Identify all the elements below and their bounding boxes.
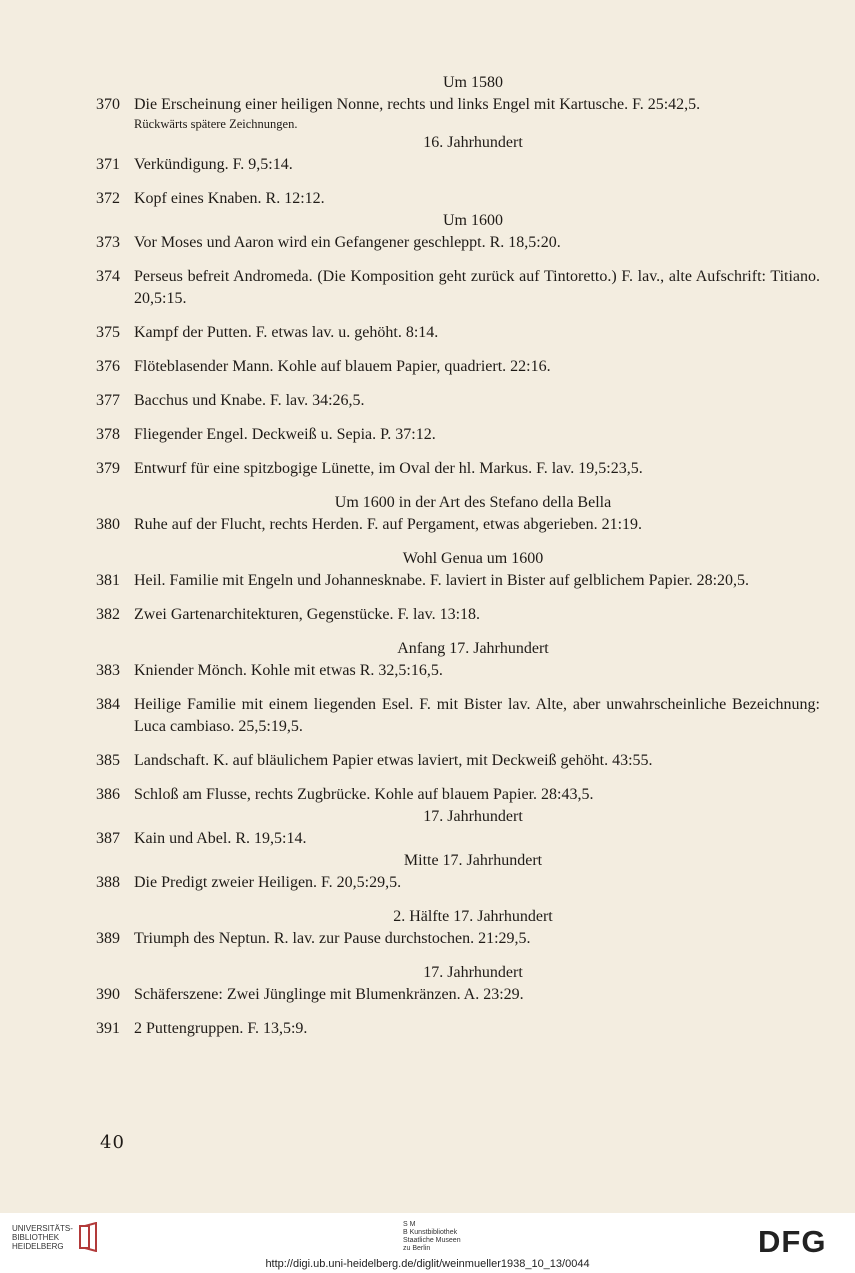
entry-text: Schloß am Flusse, rechts Zugbrücke. Kohle auf blauem Papier. 28:43,5. <box>134 786 594 803</box>
entry-text: Kniender Mönch. Kohle mit etwas R. 32,5:16,5. <box>134 662 443 679</box>
catalogue-entry <box>96 784 820 806</box>
entry-number: 373 <box>96 234 120 251</box>
catalogue-entry <box>96 390 820 412</box>
university-library-logo[interactable] <box>12 1222 97 1252</box>
entry-text: Perseus befreit Andromeda. (Die Komposition geht zurück auf Tintoretto.) F. lav., alte Aufschrift: Titiano. 20,5:15. <box>134 268 820 307</box>
entry-number: 379 <box>96 460 120 477</box>
entry-number: 389 <box>96 930 120 947</box>
page-number: 40 <box>100 1132 125 1153</box>
entry-text: Entwurf für eine spitzbogige Lünette, im Oval der hl. Markus. F. lav. 19,5:23,5. <box>134 460 643 477</box>
catalogue-entry <box>96 1018 820 1040</box>
catalogue-entry <box>96 928 820 950</box>
entry-number: 380 <box>96 516 120 533</box>
section-heading: Anfang 17. Jahrhundert <box>397 640 549 657</box>
entry-number: 372 <box>96 190 120 207</box>
catalogue-content <box>96 72 820 1040</box>
catalogue-entry <box>96 660 820 682</box>
entry-text: Ruhe auf der Flucht, rechts Herden. F. auf Pergament, etwas abgerieben. 21:19. <box>134 516 643 533</box>
entry-number: 376 <box>96 358 120 375</box>
entry-text: Bacchus und Knabe. F. lav. 34:26,5. <box>134 392 365 409</box>
entry-text: Kopf eines Knaben. R. 12:12. <box>134 190 325 207</box>
kunstbibliothek-logo[interactable] <box>403 1221 461 1253</box>
entry-text: Heilige Familie mit einem liegenden Esel. F. mit Bister lav. Alte, aber unwahrscheinliche Bezeichnung: Luca cambiaso. 25,5:19,5. <box>134 696 820 735</box>
section-heading: Um 1580 <box>443 74 503 91</box>
section-heading: 17. Jahrhundert <box>423 964 523 981</box>
entry-text: Landschaft. K. auf bläulichem Papier etwas laviert, mit Deckweiß gehöht. 43:55. <box>134 752 653 769</box>
catalogue-entry <box>96 694 820 738</box>
catalogue-entry <box>96 570 820 592</box>
entry-number: 386 <box>96 786 120 803</box>
entry-text: Kampf der Putten. F. etwas lav. u. gehöht. 8:14. <box>134 324 439 341</box>
entry-number: 378 <box>96 426 120 443</box>
catalogue-entry <box>96 266 820 310</box>
catalogue-entry <box>96 188 820 210</box>
catalogue-entry <box>96 232 820 254</box>
entry-number: 390 <box>96 986 120 1003</box>
catalogue-entry <box>96 604 820 626</box>
entry-number: 387 <box>96 830 120 847</box>
entry-text: Kain und Abel. R. 19,5:14. <box>134 830 307 847</box>
entry-number: 381 <box>96 572 120 589</box>
entry-text: 2 Puttengruppen. F. 13,5:9. <box>134 1020 308 1037</box>
entry-note: Rückwärts spätere Zeichnungen. <box>134 117 298 131</box>
logo-line: UNIVERSITÄTS- <box>12 1223 73 1233</box>
section-heading: 17. Jahrhundert <box>423 808 523 825</box>
entry-text: Schäferszene: Zwei Jünglinge mit Blumenkränzen. A. 23:29. <box>134 986 524 1003</box>
catalogue-entry <box>96 514 820 536</box>
entry-number: 385 <box>96 752 120 769</box>
logo-line: Staatliche Museen <box>403 1237 461 1244</box>
entry-text: Verkündigung. F. 9,5:14. <box>134 156 293 173</box>
entry-text: Flöteblasender Mann. Kohle auf blauem Papier, quadriert. 22:16. <box>134 358 551 375</box>
catalogue-entry <box>96 458 820 480</box>
section-heading: Mitte 17. Jahrhundert <box>403 852 543 869</box>
entry-number: 370 <box>96 96 120 113</box>
entry-text: Heil. Familie mit Engeln und Johannesknabe. F. laviert in Bister auf gelblichem Papier. 28:20,5. <box>134 572 750 589</box>
catalogue-entry <box>96 424 820 446</box>
section-heading: 16. Jahrhundert <box>423 134 523 151</box>
entry-text: Triumph des Neptun. R. lav. zur Pause durchstochen. 21:29,5. <box>134 930 531 947</box>
catalogue-entry <box>96 828 820 850</box>
logo-line: BIBLIOTHEK <box>12 1232 60 1242</box>
dfg-logo[interactable]: DFG <box>758 1224 827 1259</box>
entry-text: Die Predigt zweier Heiligen. F. 20,5:29,5. <box>134 874 402 891</box>
entry-number: 371 <box>96 156 120 173</box>
section-heading: Um 1600 in der Art des Stefano della Bella <box>334 494 612 511</box>
logo-line: zu Berlin <box>403 1245 431 1252</box>
university-seal-icon <box>79 1222 97 1252</box>
entry-number: 377 <box>96 392 120 409</box>
entry-text: Zwei Gartenarchitekturen, Gegenstücke. F. lav. 13:18. <box>134 606 481 623</box>
logo-line: HEIDELBERG <box>12 1241 64 1251</box>
catalogue-entry <box>96 750 820 772</box>
entry-text: Fliegender Engel. Deckweiß u. Sepia. P. 37:12. <box>134 426 436 443</box>
section-heading: 2. Hälfte 17. Jahrhundert <box>393 908 553 925</box>
entry-text: Vor Moses und Aaron wird ein Gefangener geschleppt. R. 18,5:20. <box>134 234 561 251</box>
catalogue-entry <box>96 984 820 1006</box>
entry-number: 382 <box>96 606 120 623</box>
entry-number: 384 <box>96 696 120 713</box>
catalogue-entry <box>96 872 820 894</box>
catalogue-entry <box>96 322 820 344</box>
catalogue-entry <box>96 356 820 378</box>
entry-number: 383 <box>96 662 120 679</box>
entry-text: Die Erscheinung einer heiligen Nonne, rechts und links Engel mit Kartusche. F. 25:42,5. <box>134 96 701 113</box>
logo-line: S M <box>403 1221 416 1228</box>
catalogue-entry <box>96 94 820 116</box>
entry-number: 374 <box>96 268 120 285</box>
university-library-name <box>12 1224 73 1251</box>
page-url[interactable]: http://digi.ub.uni-heidelberg.de/diglit/weinmueller1938_10_13/0044 <box>265 1258 590 1270</box>
catalogue-entry <box>96 154 820 176</box>
entry-number: 391 <box>96 1020 120 1037</box>
section-heading: Um 1600 <box>443 212 503 229</box>
entry-number: 388 <box>96 874 120 891</box>
entry-number: 375 <box>96 324 120 341</box>
logo-line: B Kunstbibliothek <box>403 1229 458 1236</box>
section-heading: Wohl Genua um 1600 <box>402 550 544 567</box>
